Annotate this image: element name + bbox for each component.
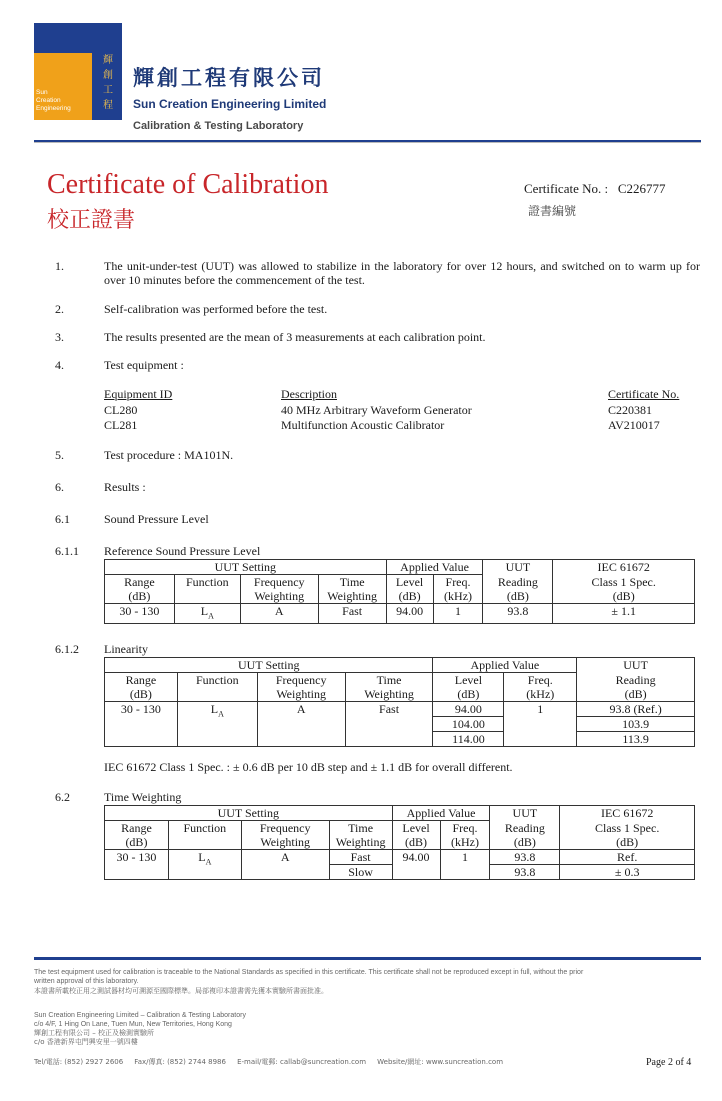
equipment-certificate: AV210017 [608,418,660,432]
equipment-id-header: Equipment ID [104,387,173,401]
company-logo [34,23,122,120]
item-number: 6.1.2 [55,642,79,656]
time-weighting-header: Time Weighting [318,575,386,604]
equipment-certificate: C220381 [608,403,653,417]
item-text: Results : [104,480,146,494]
certificate-title-chinese: 校正證書 [47,208,136,233]
function-header: Function [168,821,241,850]
iec-header: IEC 61672 [553,560,695,575]
item-number: 1. [55,259,64,273]
reference-spl-table [104,559,695,624]
linearity-table [104,657,695,747]
applied-value-header: Applied Value [386,560,483,575]
table-row: 30 - 130 $L_A$ A Fast 94.00 1 93.8 (Ref.) [105,702,695,717]
uut-header: UUT [483,560,553,575]
equipment-id: CL280 [104,403,138,417]
logo-chinese-text: 輝 創 工 程 [103,55,113,111]
item-number: 2. [55,302,64,316]
reading-header: Reading (dB) [490,821,560,850]
freq-header: Freq. (kHz) [433,575,483,604]
table-row: 30 - 130 $L_A$ A Fast 94.00 1 93.8 ± 1.1 [105,604,695,624]
la-function: $L_A$ [177,702,257,747]
la-function: $L_A$ [168,850,241,880]
page-number: Page 2 of 4 [646,1057,692,1068]
class-spec-header: Class 1 Spec. (dB) [560,821,695,850]
freq-header: Freq. (kHz) [504,673,577,702]
table-row: 30 - 130 $L_A$ A Fast 94.00 1 93.8 Ref. [105,850,695,865]
footer-divider [34,957,701,960]
equipment-description: Multifunction Acoustic Calibrator [281,418,445,432]
level-header: Level (dB) [433,673,504,702]
footer-address-line: c/o 香港新界屯門興安里一號四樓 [34,1038,138,1046]
uut-setting-header: UUT Setting [105,658,433,673]
item-text: The results presented are the mean of 3 measurements at each calibration point. [104,330,486,344]
certificate-number: Certificate No. : C226777 [524,181,666,196]
range-header: Range (dB) [105,673,178,702]
footer-approval-note: written approval of this laboratory. [34,978,139,985]
table-row: 114.00 113.9 [105,732,695,747]
class-spec-header: Class 1 Spec. (dB) [553,575,695,604]
level-header: Level (dB) [392,821,440,850]
laboratory-name: Calibration & Testing Laboratory [133,120,304,132]
uut-header: UUT [577,658,695,673]
reading-header: Reading (dB) [483,575,553,604]
frequency-weighting-header: Frequency Weighting [240,575,318,604]
level-header: Level (dB) [386,575,433,604]
footer-contact-line: Tel/電話: (852) 2927 2606 Fax/傳真: (852) 2744 8986 E-mail/電郵: callab@suncreation.com Website/網址: www.suncreation.com [34,1058,504,1066]
la-function: $L_A$ [174,604,240,624]
certificate-title: Certificate of Calibration [47,169,329,200]
item-text: Test equipment : [104,358,184,372]
item-text: The unit-under-test (UUT) was allowed to stabilize in the laboratory for over 12 hours, and switched on to warm up for over 10 minutes before the commencement of the test. [104,259,700,287]
applied-value-header: Applied Value [433,658,577,673]
section-title: Reference Sound Pressure Level [104,544,261,558]
equipment-description: 40 MHz Arbitrary Waveform Generator [281,403,472,417]
frequency-weighting-header: Frequency Weighting [257,673,345,702]
function-header: Function [177,673,257,702]
item-number: 3. [55,330,64,344]
header-divider [34,140,701,143]
footer-address-line: 輝創工程有限公司 – 校正及檢測實驗所 [34,1029,154,1037]
equipment-description-header: Description [281,387,337,401]
equipment-certificate-header: Certificate No. [608,387,680,401]
table-row: Slow 93.8 ± 0.3 [105,865,695,880]
range-header: Range (dB) [105,821,169,850]
item-text: Test procedure : MA101N. [104,448,234,462]
item-text: Self-calibration was performed before the test. [104,302,328,316]
company-name-chinese: 輝創工程有限公司 [133,66,325,90]
time-weighting-table [104,805,695,880]
item-number: 6.1.1 [55,544,79,558]
logo-english-text: Sun Creation Engineering [36,89,71,112]
footer-address-line: Sun Creation Engineering Limited – Calibration & Testing Laboratory [34,1012,246,1019]
item-number: 6. [55,480,64,494]
footer-address-line: c/o 4/F, 1 Hing On Lane, Tuen Mun, New Territories, Hong Kong [34,1021,232,1028]
footer-chinese-note: 本證書所載校正用之測試器材均可溯源至國際標準。局部複印本證書需先獲本實驗所書面批准。 [34,987,328,995]
time-weighting-header: Time Weighting [329,821,392,850]
reading-header: Reading (dB) [577,673,695,702]
equipment-id: CL281 [104,418,138,432]
time-weighting-header: Time Weighting [345,673,433,702]
company-name-english: Sun Creation Engineering Limited [133,97,327,111]
item-number: 6.2 [55,790,70,804]
certificate-number-value: C226777 [617,181,666,196]
uut-header: UUT [490,806,560,821]
section-title: Linearity [104,642,148,656]
certificate-number-chinese: 證書編號 [528,204,577,218]
range-header: Range (dB) [105,575,175,604]
applied-value-header: Applied Value [392,806,490,821]
function-header: Function [174,575,240,604]
item-number: 5. [55,448,64,462]
freq-header: Freq. (kHz) [440,821,490,850]
item-number: 6.1 [55,512,70,526]
uut-setting-header: UUT Setting [105,560,387,575]
section-title: Time Weighting [104,790,182,804]
frequency-weighting-header: Frequency Weighting [241,821,329,850]
linearity-spec-note: IEC 61672 Class 1 Spec. : ± 0.6 dB per 10 dB step and ± 1.1 dB for overall different. [104,760,513,774]
footer-traceability-note: The test equipment used for calibration is traceable to the National Standards as specified in this certificate. This certificate shall not be reproduced except in full, without the prior [34,969,584,976]
iec-header: IEC 61672 [560,806,695,821]
uut-setting-header: UUT Setting [105,806,393,821]
item-text: Sound Pressure Level [104,512,209,526]
item-number: 4. [55,358,64,372]
table-row: 104.00 103.9 [105,717,695,732]
